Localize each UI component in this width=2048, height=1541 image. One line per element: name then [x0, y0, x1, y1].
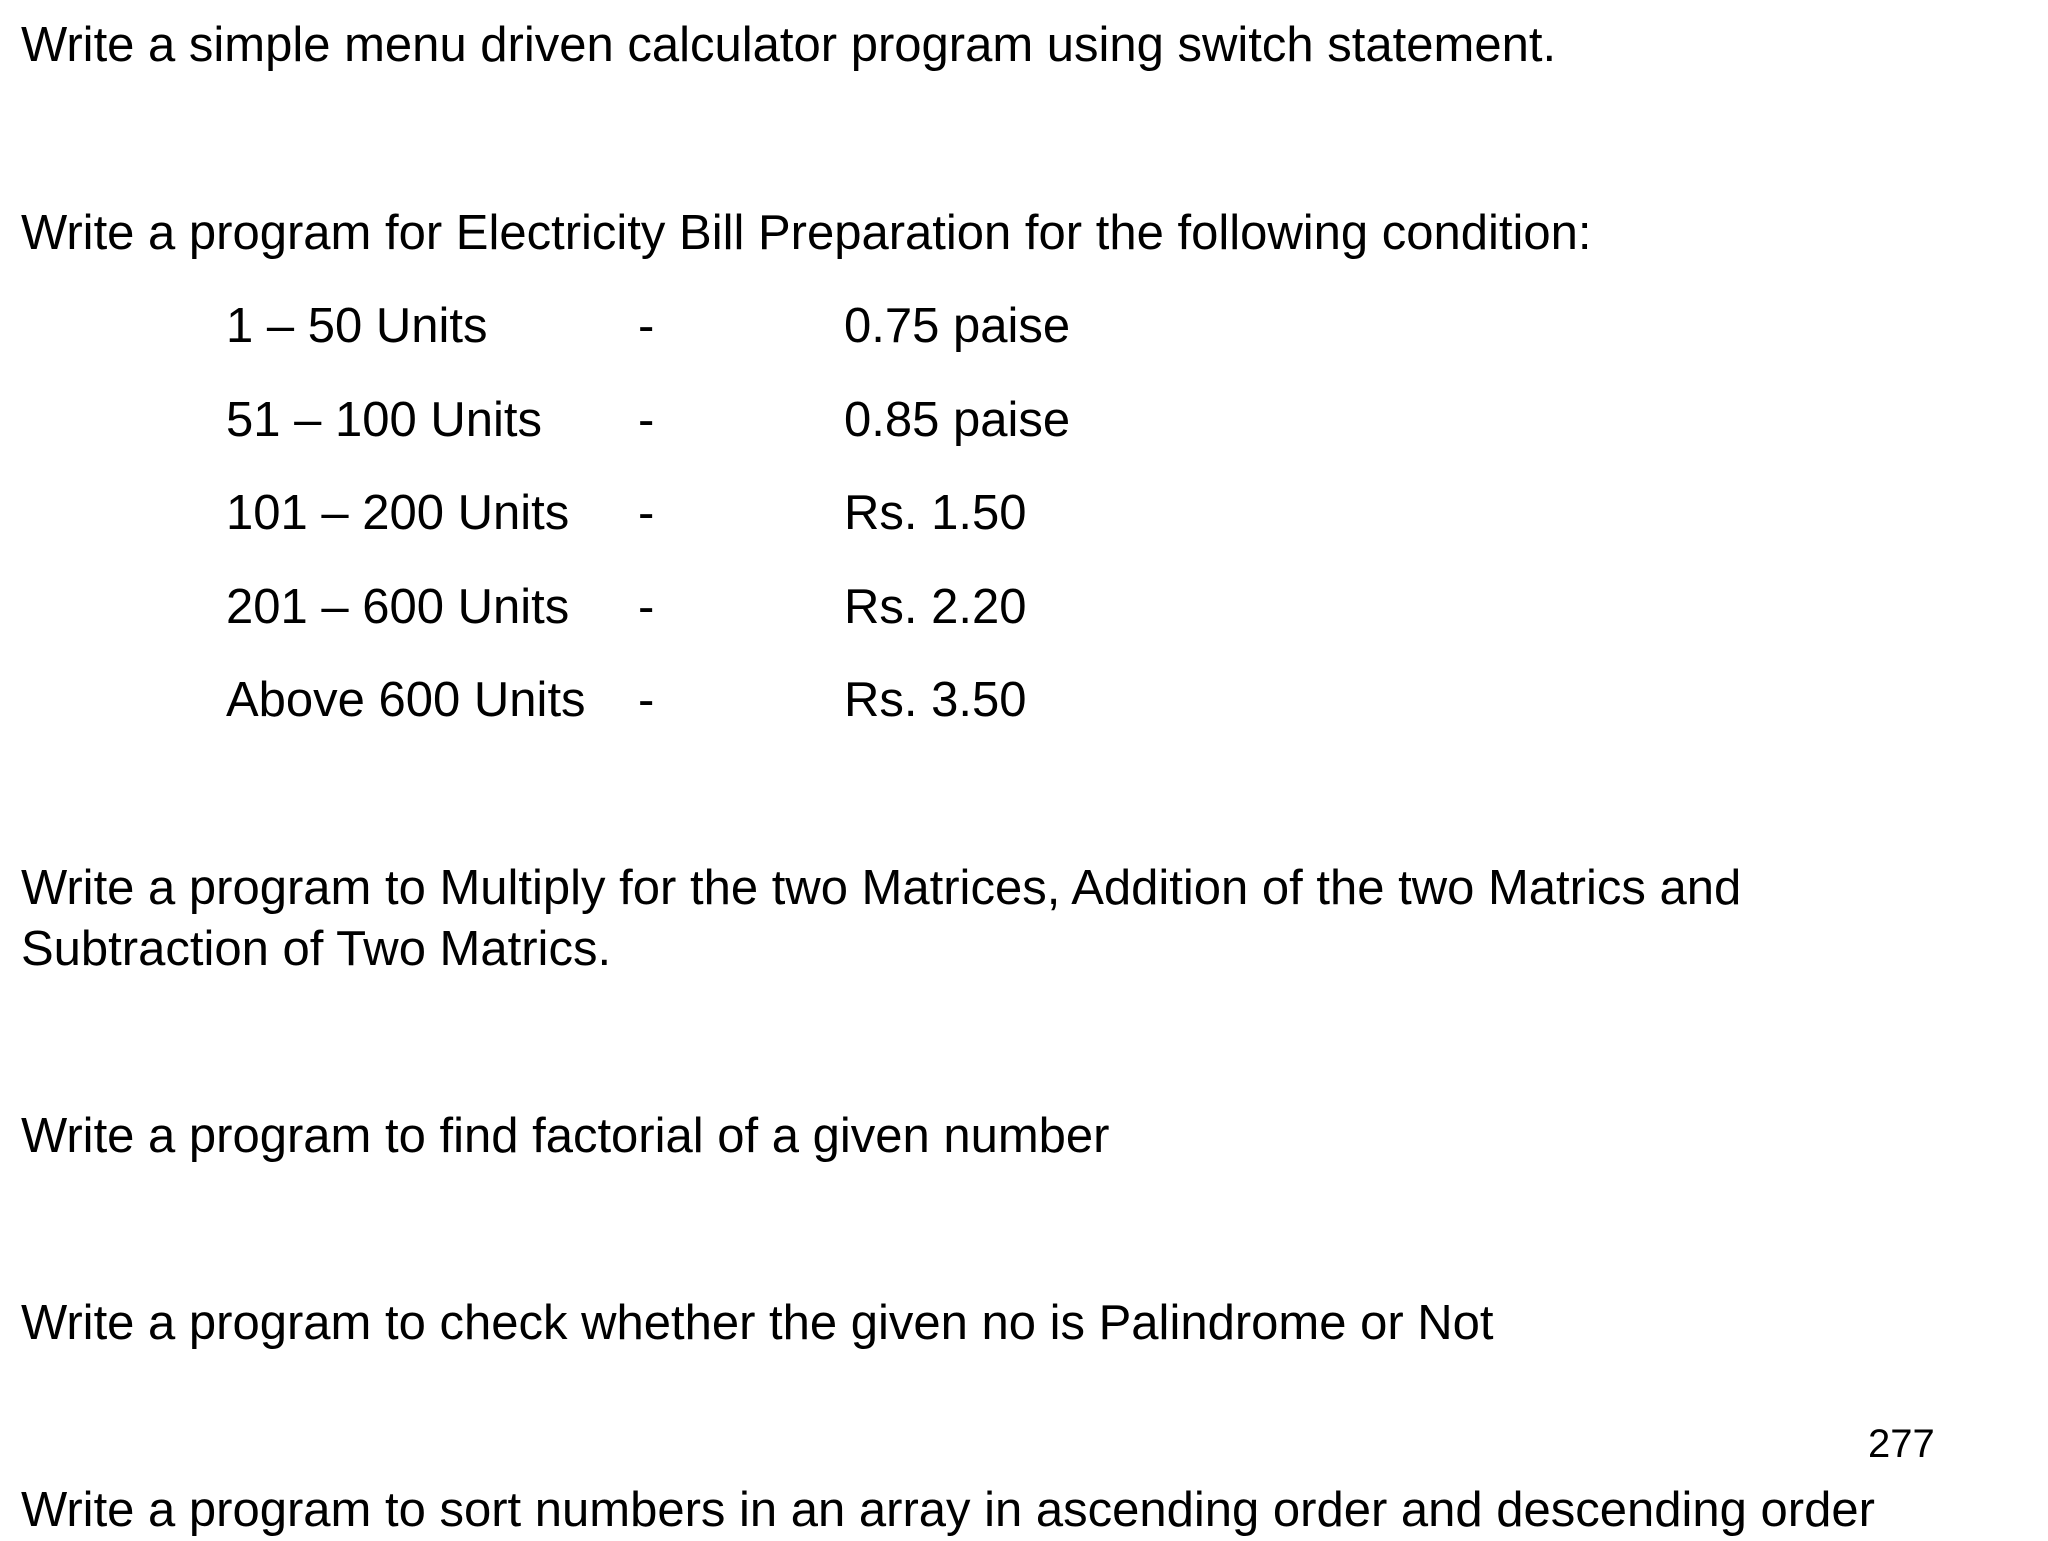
tariff-separator: -	[638, 580, 655, 634]
question-palindrome: Write a program to check whether the given no is Palindrome or Not	[21, 1296, 1494, 1350]
tariff-separator: -	[638, 673, 655, 727]
tariff-rate: 0.85 paise	[844, 393, 1071, 447]
tariff-rate: Rs. 3.50	[844, 673, 1027, 727]
question-sort: Write a program to sort numbers in an array in ascending order and descending order	[21, 1483, 1875, 1537]
tariff-range: 1 – 50 Units	[226, 299, 488, 353]
question-calculator: Write a simple menu driven calculator program using switch statement.	[21, 18, 1557, 72]
question-electricity-bill: Write a program for Electricity Bill Preparation for the following condition:	[21, 206, 1592, 260]
tariff-separator: -	[638, 299, 655, 353]
tariff-row	[0, 577, 1200, 638]
tariff-range: 101 – 200 Units	[226, 486, 570, 540]
tariff-separator: -	[638, 393, 655, 447]
tariff-rate: Rs. 2.20	[844, 580, 1027, 634]
page-number: 277	[1868, 1422, 1935, 1466]
question-matrices-line2: Subtraction of Two Matrics.	[21, 922, 612, 976]
tariff-range: Above 600 Units	[226, 673, 586, 727]
tariff-row	[0, 483, 1200, 544]
tariff-row	[0, 390, 1200, 451]
tariff-rate: 0.75 paise	[844, 299, 1071, 353]
question-factorial: Write a program to find factorial of a given number	[21, 1109, 1110, 1163]
tariff-range: 201 – 600 Units	[226, 580, 570, 634]
tariff-separator: -	[638, 486, 655, 540]
tariff-rate: Rs. 1.50	[844, 486, 1027, 540]
tariff-row	[0, 670, 1200, 731]
tariff-row	[0, 296, 1200, 357]
tariff-range: 51 – 100 Units	[226, 393, 542, 447]
question-matrices-line1: Write a program to Multiply for the two Matrices, Addition of the two Matrics and	[21, 861, 1742, 915]
